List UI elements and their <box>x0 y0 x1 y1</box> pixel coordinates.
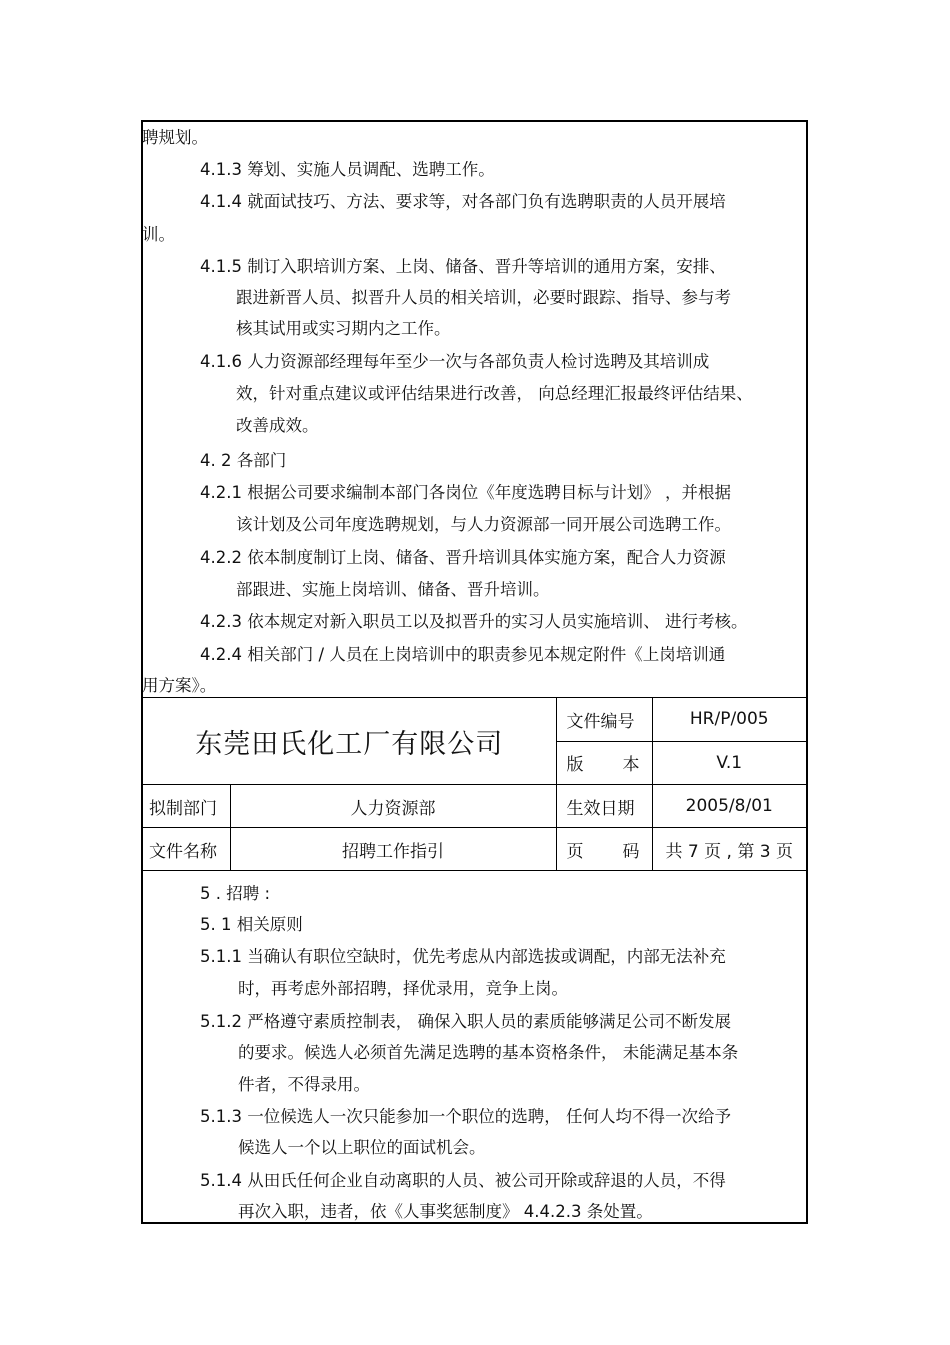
upper-line-09: 效，针对重点建议或评估结果进行改善， 向总经理汇报最终评估结果、 <box>236 384 753 403</box>
upper-line-06: 跟进新晋人员、拟晋升人员的相关培训，必要时跟踪、指导、参与考 <box>236 288 731 307</box>
lower-line-01: 5 . 招聘 : <box>200 884 271 903</box>
page-label-b: 码 <box>622 841 640 862</box>
doc-no-value: HR/P/005 <box>652 698 807 742</box>
upper-line-15: 部跟进、实施上岗培训、储备、晋升培训。 <box>236 580 550 599</box>
lower-line-07: 件者，不得录用。 <box>238 1075 370 1094</box>
page-label-a: 页 <box>566 841 584 862</box>
upper-line-12: 4.2.1 根据公司要求编制本部门各岗位《年度选聘目标与计划》 ，并根据 <box>200 483 731 502</box>
version-label <box>556 741 652 785</box>
version-label-b: 本 <box>622 755 640 776</box>
version-label-a: 版 <box>566 755 584 776</box>
upper-line-08: 4.1.6 人力资源部经理每年至少一次与各部负责人检讨选聘及其培训成 <box>200 352 710 371</box>
upper-line-04: 训。 <box>142 225 175 244</box>
file-name-label: 文件名称 <box>142 828 230 871</box>
upper-line-17: 4.2.4 相关部门 / 人员在上岗培训中的职责参见本规定附件《上岗培训通 <box>200 645 726 664</box>
upper-line-02: 4.1.3 筹划、实施人员调配、选聘工作。 <box>200 160 495 179</box>
document-header-table <box>141 697 806 871</box>
lower-line-11: 再次入职，违者，依《人事奖惩制度》 4.4.2.3 条处置。 <box>238 1202 653 1221</box>
lower-line-05: 5.1.2 严格遵守素质控制表， 确保入职人员的素质能够满足公司不断发展 <box>200 1012 731 1031</box>
doc-no-label: 文件编号 <box>556 698 652 742</box>
dept-label: 拟制部门 <box>142 785 230 828</box>
upper-line-10: 改善成效。 <box>236 416 319 435</box>
upper-line-14: 4.2.2 依本制度制订上岗、储备、晋升培训具体实施方案，配合人力资源 <box>200 548 726 567</box>
lower-line-06: 的要求。候选人必须首先满足选聘的基本资格条件， 未能满足基本条 <box>238 1043 739 1062</box>
lower-line-10: 5.1.4 从田氏任何企业自动离职的人员、被公司开除或辞退的人员，不得 <box>200 1171 726 1190</box>
company-name: 东莞田氏化工厂有限公司 <box>142 698 556 785</box>
upper-line-01: 聘规划。 <box>142 128 208 147</box>
upper-line-11: 4. 2 各部门 <box>200 451 287 470</box>
upper-line-13: 该计划及公司年度选聘规划，与人力资源部一同开展公司选聘工作。 <box>236 515 731 534</box>
file-name-value: 招聘工作指引 <box>230 828 556 871</box>
effective-label: 生效日期 <box>556 785 652 828</box>
page-value: 共 7 页 , 第 3 页 <box>652 828 807 871</box>
lower-line-03: 5.1.1 当确认有职位空缺时，优先考虑从内部选拔或调配，内部无法补充 <box>200 947 726 966</box>
page-label <box>556 828 652 871</box>
effective-value: 2005/8/01 <box>652 785 807 828</box>
upper-line-07: 核其试用或实习期内之工作。 <box>236 319 451 338</box>
upper-line-18: 用方案》。 <box>142 676 217 695</box>
lower-line-08: 5.1.3 一位候选人一次只能参加一个职位的选聘， 任何人均不得一次给予 <box>200 1107 731 1126</box>
upper-line-16: 4.2.3 依本规定对新入职员工以及拟晋升的实习人员实施培训、 进行考核。 <box>200 612 748 631</box>
upper-line-05: 4.1.5 制订入职培训方案、上岗、储备、晋升等培训的通用方案，安排、 <box>200 257 726 276</box>
dept-value: 人力资源部 <box>230 785 556 828</box>
upper-line-03: 4.1.4 就面试技巧、方法、要求等，对各部门负有选聘职责的人员开展培 <box>200 192 726 211</box>
lower-line-04: 时，再考虑外部招聘，择优录用，竞争上岗。 <box>238 979 568 998</box>
lower-line-09: 候选人一个以上职位的面试机会。 <box>238 1138 486 1157</box>
lower-line-02: 5. 1 相关原则 <box>200 915 303 934</box>
version-value: V.1 <box>652 741 807 785</box>
